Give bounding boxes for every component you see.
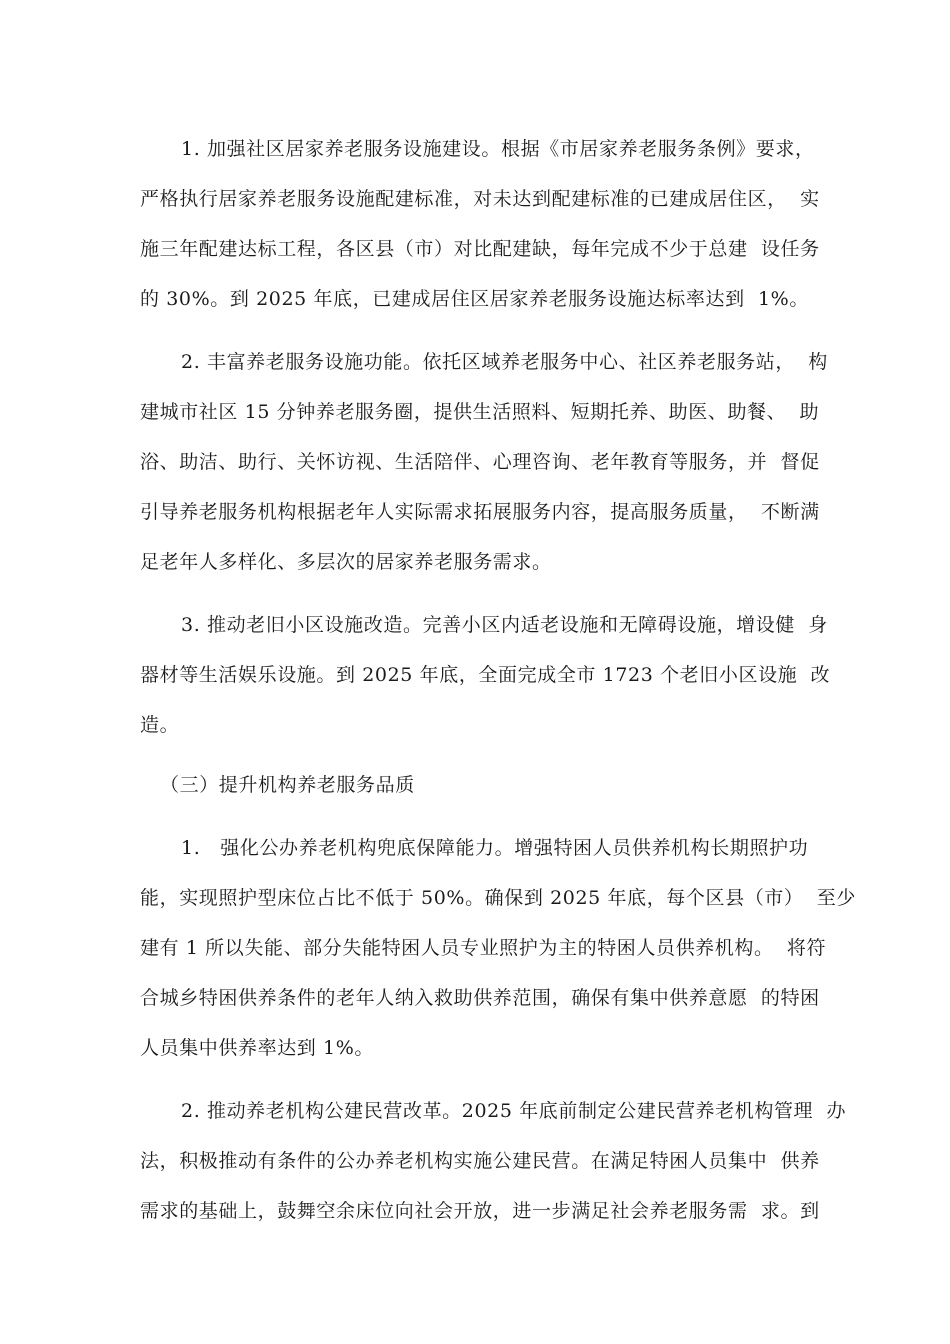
text-line: 3. 推动老旧小区设施改造。完善小区内适老设施和无障碍设施，增设健 身 <box>181 614 828 636</box>
text-line: 2. 丰富养老服务设施功能。依托区域养老服务中心、社区养老服务站， 构 <box>181 351 828 373</box>
text-line: 的 30%。到 2025 年底，已建成居住区居家养老服务设施达标率达到 1%。 <box>140 288 809 310</box>
text-line: 2. 推动养老机构公建民营改革。2025 年底前制定公建民营养老机构管理 办 <box>181 1100 847 1122</box>
text-line: 建城市社区 15 分钟养老服务圈，提供生活照料、短期托养、助医、助餐、 助 <box>140 401 820 423</box>
text-line: 严格执行居家养老服务设施配建标准，对未达到配建标准的已建成居住区， 实 <box>140 188 820 210</box>
text-line: 1. 加强社区居家养老服务设施建设。根据《市居家养老服务条例》要求， <box>181 138 815 160</box>
text-line: 能，实现照护型床位占比不低于 50%。确保到 2025 年底，每个区县（市） 至少 <box>140 887 856 909</box>
text-line: 引导养老服务机构根据老年人实际需求拓展服务内容，提高服务质量， 不断满 <box>140 501 820 523</box>
text-line: 1. 强化公办养老机构兜底保障能力。增强特困人员供养机构长期照护功 <box>181 837 809 859</box>
text-line: 建有 1 所以失能、部分失能特困人员专业照护为主的特困人员供养机构。 将符 <box>140 937 827 959</box>
text-line: 造。 <box>140 714 180 736</box>
text-line: 人员集中供养率达到 1%。 <box>140 1037 374 1059</box>
text-line: 足老年人多样化、多层次的居家养老服务需求。 <box>140 551 552 573</box>
text-line: 需求的基础上，鼓舞空余床位向社会开放，进一步满足社会养老服务需 求。到 <box>140 1200 820 1222</box>
text-line: 器材等生活娱乐设施。到 2025 年底，全面完成全市 1723 个老旧小区设施 改 <box>140 664 831 686</box>
text-line: 法，积极推动有条件的公办养老机构实施公建民营。在满足特困人员集中 供养 <box>140 1150 820 1172</box>
section-heading-text: （三）提升机构养老服务品质 <box>160 774 415 796</box>
text-line: 浴、助洁、助行、关怀访视、生活陪伴、心理咨询、老年教育等服务，并 督促 <box>140 451 820 473</box>
text-line: 合城乡特困供养条件的老年人纳入救助供养范围，确保有集中供养意愿 的特困 <box>140 987 820 1009</box>
text-line: 施三年配建达标工程，各区县（市）对比配建缺，每年完成不少于总建 设任务 <box>140 238 820 260</box>
